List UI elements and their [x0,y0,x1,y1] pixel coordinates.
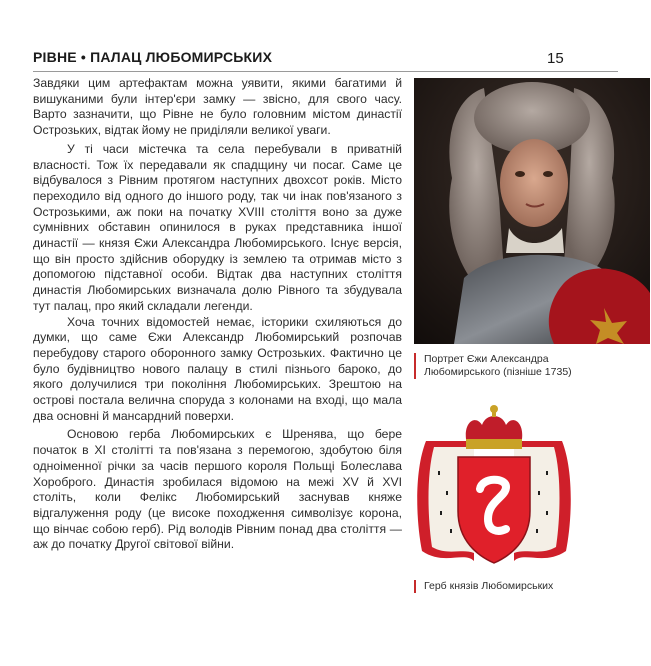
coat-of-arms-image [414,401,574,571]
paragraph-2: У ті часи містечка та села перебували в приватній власності. Тож їх передавали як спадщину чи посаг. Саме це відбувалося з Рівним протягом наступних двохсот років. Місто переходило від одного до іншого роду, так чи інак пов'язаного з Острозькими, аж поки на початку XVIII століття воно за дуже сумнівних обставин опинилося в руках представника іншої династії — князя Єжи Александра Любомирського. Існує версія, що він просто здійснив оборудку із землею та отримав місто з допомогою підставної особи. Відтак два наступних століття династія Любомирських визначала долю Рівного та збудувала тут палац, про який складали легенди. [33,141,402,313]
page-number: 15 [547,50,564,67]
portrait-caption: Портрет Єжи Александра Любомирського (пізніше 1735) [414,353,604,379]
body-text [33,76,402,553]
portrait-image [414,78,650,344]
paragraph-4: Основою герба Любомирських є Шренява, що бере початок в XI столітті та пов'язана з перемогою, здобутою біля одноіменної річки за часів першого короля Польщі Болеслава Хороброго. Династія зробилася відомою на межі XV й XVI століть, коли Фелікс Любомирський заснував княже відгалуження роду (це високе походження символізує корона, що вінчає собою герб). Рід володів Рівним понад два століття — аж до початку Другої світової війни. [33,427,402,552]
header-divider [33,71,618,72]
coat-caption: Герб князів Любомирських [414,580,604,593]
paragraph-1: Завдяки цим артефактам можна уявити, якими багатими й вишуканими були інтер'єри замку — звісно, для свого часу. Варто зазначити, що Рівне не було головним містом династії Острозьких, відтак йому не приділяли великої уваги. [33,76,402,138]
running-header-title: РІВНЕ • ПАЛАЦ ЛЮБОМИРСЬКИХ [33,49,273,65]
paragraph-3: Хоча точних відомостей немає, історики схиляються до думки, що саме Єжи Александр Любомирський розпочав перебудову старого оборонного замку Острозьких. Фактично це було будівництво нового палацу в стилі пізнього бароко, до якого долучилися три покоління Любомирських. Зрештою на острові постала велична споруда з колонами на вході, що мала два основні й мансардний поверхи. [33,314,402,423]
